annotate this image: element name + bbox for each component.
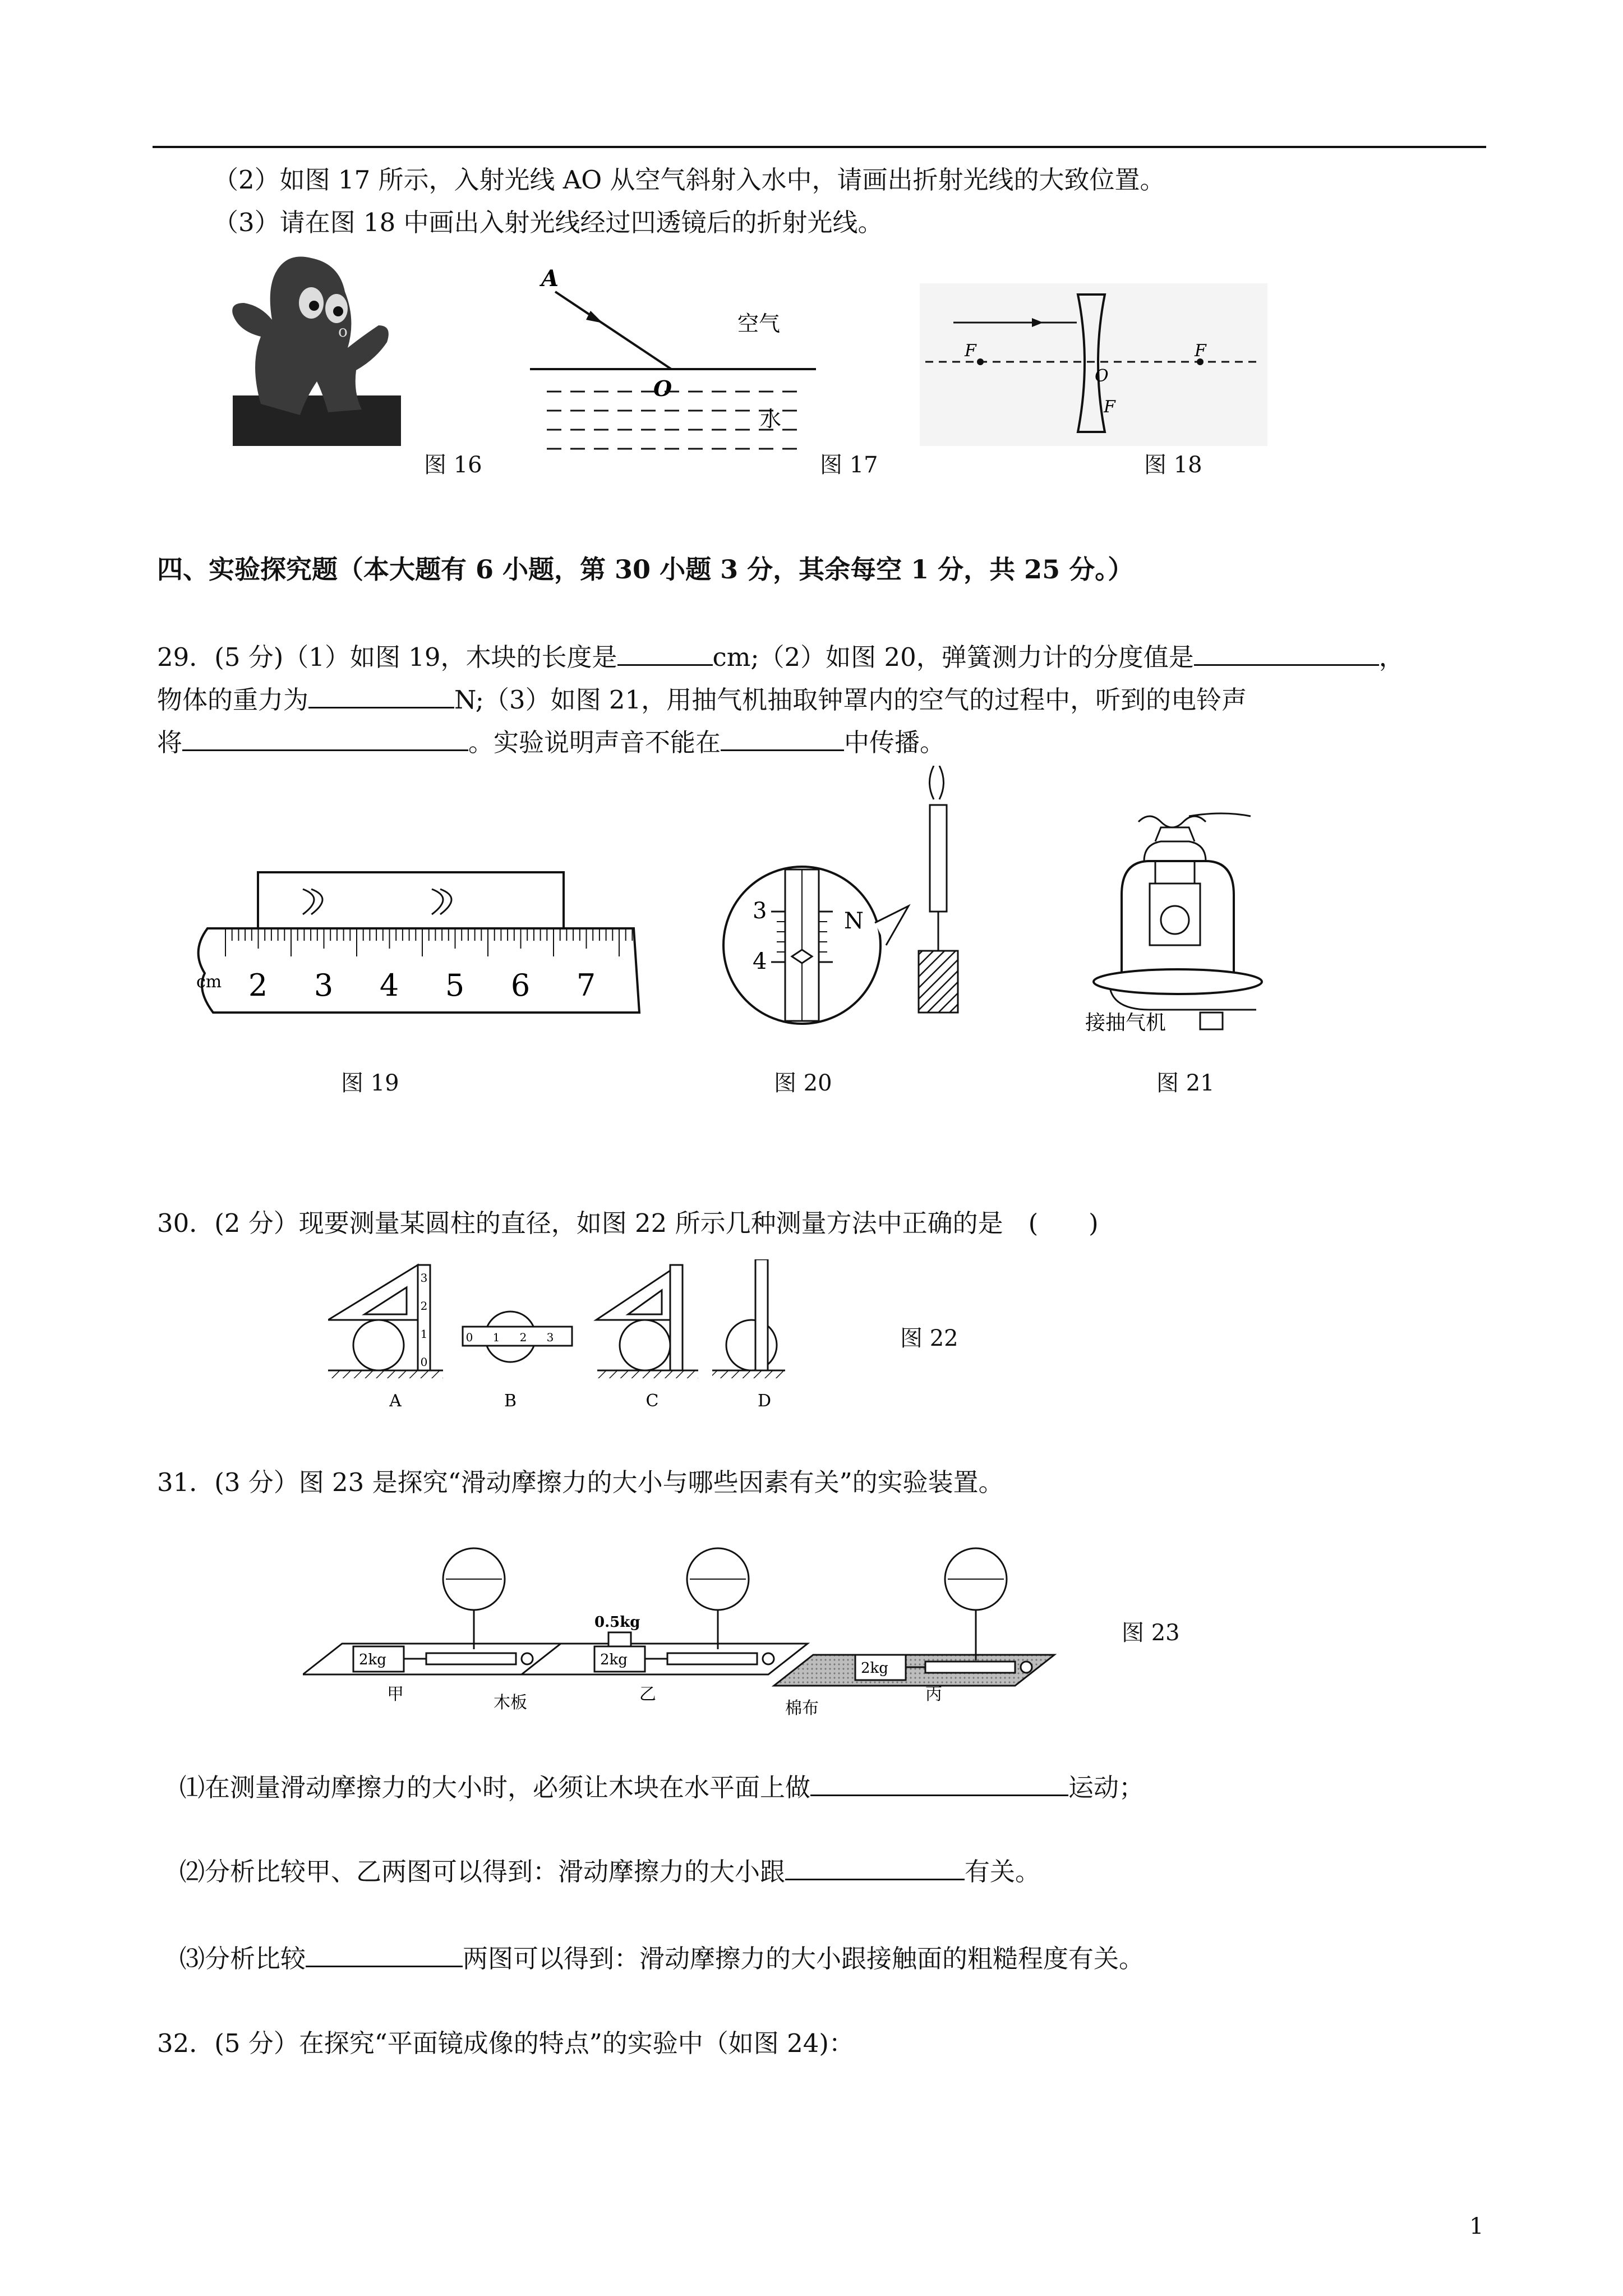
answer-blank-weight[interactable] (308, 682, 454, 708)
caption-fig17: 图 17 (820, 452, 878, 478)
q31-2-suffix: 有关。 (965, 1857, 1041, 1887)
ruler-v-label: 3 (420, 1271, 428, 1285)
header-rule (153, 146, 1486, 148)
figure-20-spring-scale (718, 766, 981, 1029)
ruler-b-label: 0 (465, 1331, 473, 1344)
answer-blank-medium[interactable] (721, 725, 844, 751)
extra-weight-label: 0.5kg (594, 1614, 640, 1631)
q29-text-8: 中传播。 (844, 728, 946, 757)
board-label: 木板 (494, 1693, 527, 1713)
question-31-1 (179, 1770, 1144, 1805)
svg-text:o: o (338, 322, 348, 341)
caption-fig21: 图 21 (1156, 1070, 1215, 1096)
scale-unit: N (844, 908, 864, 934)
q29-text-4: 物体的重力为 (157, 685, 309, 715)
ruler-v-label: 1 (420, 1327, 428, 1341)
block-mass-label: 2kg (861, 1660, 888, 1677)
setup-jia-label: 甲 (387, 1685, 404, 1704)
figure-17-refraction (524, 264, 822, 454)
question-32: 32．(5 分）在探究“平面镜成像的特点”的实验中（如图 24)： (157, 2028, 854, 2058)
cloth-label: 棉布 (785, 1699, 819, 1718)
question-31: 31．(3 分）图 23 是探究“滑动摩擦力的大小与哪些因素有关”的实验装置。 (157, 1467, 1004, 1497)
question-31-2 (179, 1854, 1040, 1889)
ruler-b-label: 2 (519, 1331, 527, 1344)
caption-fig16: 图 16 (424, 452, 482, 478)
scale-label-4: 4 (753, 949, 767, 974)
tick-label: 6 (510, 968, 531, 1003)
figure-18-concave-lens (920, 283, 1267, 446)
question-29-line-1 (157, 639, 1404, 675)
focus-right-label: F (1195, 341, 1206, 361)
water-label: 水 (760, 407, 782, 431)
setup-bing-label: 丙 (925, 1685, 942, 1704)
focus-left-label: F (965, 341, 976, 361)
caption-fig18: 图 18 (1144, 452, 1202, 478)
optical-center-label: O (1095, 366, 1109, 386)
q29-text-5: N;（3）如图 21，用抽气机抽取钟罩内的空气的过程中，听到的电铃声 (454, 685, 1247, 715)
figure-22-measuring-methods (328, 1259, 878, 1411)
q29-text-1: 29．(5 分)（1）如图 19，木块的长度是 (157, 642, 617, 672)
point-a-label: A (541, 265, 559, 292)
figure-23-friction-setup (303, 1545, 1077, 1719)
tick-label: 2 (248, 968, 268, 1003)
q29-text-7: 。实验说明声音不能在 (468, 728, 721, 757)
air-label: 空气 (737, 311, 781, 336)
option-b-label: B (504, 1391, 517, 1411)
page-number: 1 (1469, 2214, 1484, 2239)
question-refraction: （2）如图 17 所示，入射光线 AO 从空气斜射入水中，请画出折射光线的大致位置。 (213, 165, 1165, 195)
focus-bottom-label: F (1104, 397, 1115, 417)
option-c-label: C (645, 1391, 659, 1411)
caption-fig23: 图 23 (1122, 1620, 1180, 1646)
ruler-b-label: 3 (546, 1331, 554, 1344)
caption-fig20: 图 20 (774, 1070, 832, 1096)
scale-label-3: 3 (753, 898, 767, 924)
answer-blank-figures[interactable] (306, 1941, 463, 1967)
ruler-unit: cm (196, 972, 222, 992)
answer-blank-sound[interactable] (182, 725, 468, 751)
answer-blank-length[interactable] (617, 639, 713, 666)
answer-blank-factor[interactable] (785, 1854, 965, 1880)
figure-16-mascot (227, 252, 407, 449)
q29-text-6: 将 (157, 728, 183, 757)
ruler-v-label: 0 (420, 1355, 428, 1369)
question-30: 30．(2 分）现要测量某圆柱的直径，如图 22 所示几种测量方法中正确的是 ( ) (157, 1208, 1099, 1238)
section-heading: 四、实验探究题（本大题有 6 小题，第 30 小题 3 分，其余每空 1 分，共 25 分。） (157, 554, 1134, 585)
caption-fig19: 图 19 (341, 1070, 399, 1096)
question-concave-lens: （3）请在图 18 中画出入射光线经过凹透镜后的折射光线。 (213, 208, 883, 237)
q31-3-suffix: 两图可以得到：滑动摩擦力的大小跟接触面的粗糙程度有关。 (463, 1944, 1145, 1973)
option-d-label: D (757, 1391, 772, 1411)
q31-1-suffix: 运动； (1068, 1773, 1145, 1802)
tick-label: 7 (576, 968, 596, 1003)
question-29-line-2 (157, 682, 1247, 717)
point-o-label: O (653, 376, 672, 401)
block-mass-label: 2kg (600, 1651, 628, 1668)
ruler-b-label: 1 (492, 1331, 500, 1344)
q31-2-text: ⑵分析比较甲、乙两图可以得到：滑动摩擦力的大小跟 (179, 1857, 786, 1887)
pump-label: 接抽气机 (1085, 1011, 1166, 1034)
ruler-v-label: 2 (420, 1299, 428, 1313)
question-29-line-3 (157, 725, 945, 760)
block-mass-label: 2kg (359, 1651, 386, 1668)
figure-21-bell-jar (1077, 811, 1312, 1046)
answer-blank-division[interactable] (1194, 639, 1379, 666)
q29-text-3: ， (1378, 642, 1404, 672)
q31-3-text: ⑶分析比较 (179, 1944, 306, 1973)
tick-label: 4 (379, 968, 399, 1003)
question-31-3 (179, 1941, 1144, 1976)
q29-text-2: cm;（2）如图 20，弹簧测力计的分度值是 (712, 642, 1194, 672)
tick-label: 5 (445, 968, 465, 1003)
setup-yi-label: 乙 (639, 1685, 656, 1704)
option-a-label: A (389, 1391, 402, 1411)
answer-blank-motion[interactable] (810, 1770, 1068, 1796)
q31-1-text: ⑴在测量滑动摩擦力的大小时，必须让木块在水平面上做 (179, 1773, 811, 1802)
wooden-block (258, 872, 564, 928)
figure-19-ruler (191, 867, 651, 1024)
tick-label: 3 (313, 968, 334, 1003)
caption-fig22: 图 22 (900, 1326, 958, 1351)
